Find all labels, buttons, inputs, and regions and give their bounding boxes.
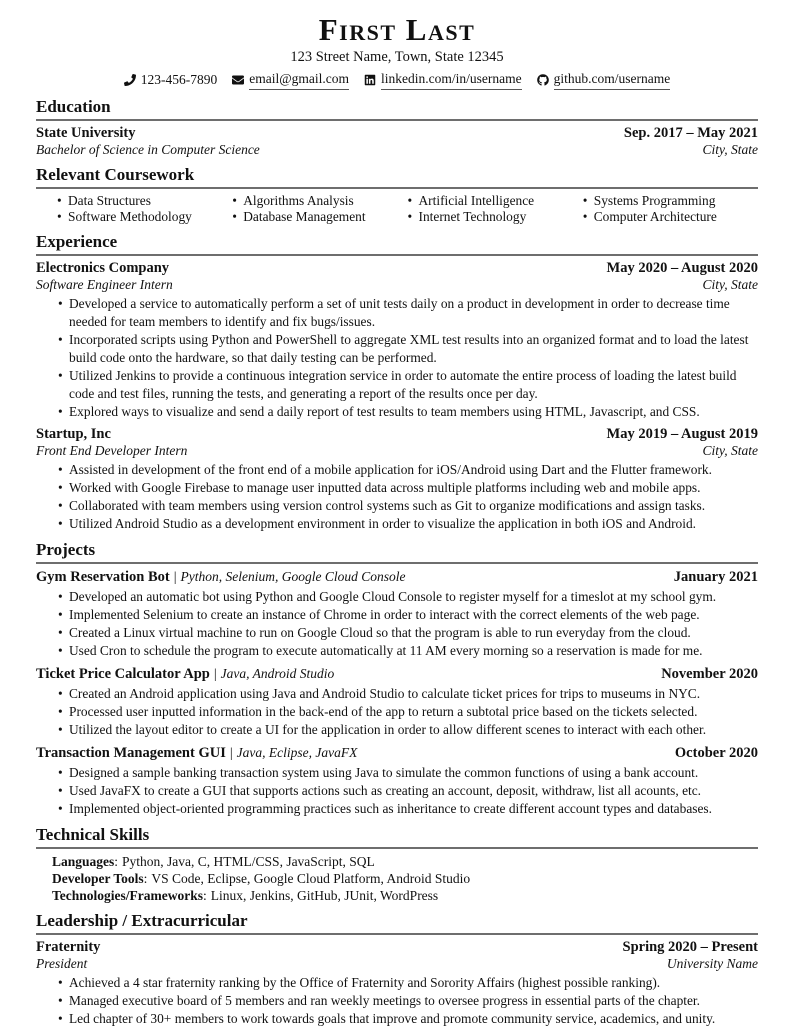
bullet-item: • Developed an automatic bot using Python and Google Cloud Console to register myself for a timeslot at my school gym. bbox=[58, 588, 758, 606]
skill-label: Technologies/Frameworks bbox=[52, 888, 203, 903]
contact-row bbox=[36, 69, 758, 90]
bullet-item: • Used JavaFX to create a GUI that supports actions such as creating an account, deposit, withdraw, list all acounts, etc. bbox=[58, 782, 758, 800]
course-item: • Internet Technology bbox=[408, 209, 583, 225]
bullet-item: • Achieved a 4 star fraternity ranking by the Office of Fraternity and Sorority Affairs (highest possible ranking). bbox=[58, 974, 758, 992]
education-dates: Sep. 2017 – May 2021 bbox=[623, 125, 758, 141]
section-education bbox=[36, 97, 758, 158]
experience-bullets bbox=[36, 461, 758, 533]
envelope-icon bbox=[232, 74, 244, 86]
skill-label: Developer Tools bbox=[52, 871, 144, 886]
skill-row bbox=[52, 853, 758, 870]
bullet-item: • Processed user inputted information in the back-end of the app to return a subtotal price based on the tickets selected. bbox=[58, 703, 758, 721]
project-entry bbox=[36, 744, 758, 818]
github-icon bbox=[537, 74, 549, 86]
experience-entry bbox=[36, 260, 758, 421]
linkedin-icon bbox=[364, 74, 376, 86]
entry-location: City, State bbox=[702, 277, 758, 292]
bullet-item: • Managed executive board of 5 members and ran weekly meetings to oversee progress in essential parts of the chapter. bbox=[58, 992, 758, 1010]
bullet-item: • Utilized Android Studio as a development environment in order to visualize the application in both iOS and Android. bbox=[58, 515, 758, 533]
section-skills bbox=[36, 825, 758, 904]
skills-heading: Technical Skills bbox=[36, 825, 758, 849]
linkedin-link[interactable] bbox=[364, 69, 522, 90]
education-heading: Education bbox=[36, 97, 758, 121]
phone-contact bbox=[124, 70, 218, 90]
project-name: Transaction Management GUI bbox=[36, 745, 226, 761]
bullet-item: • Developed a service to automatically perform a set of unit tests daily on a product in development in order to decrease time needed for team members to identify and fix bugs/issues. bbox=[58, 295, 758, 331]
bullet-item: • Assisted in development of the front end of a mobile application for iOS/Android using Dart and the Flutter framework. bbox=[58, 461, 758, 479]
address-line: 123 Street Name, Town, State 12345 bbox=[290, 49, 504, 65]
pipe-separator: | bbox=[213, 667, 217, 682]
company-name: Electronics Company bbox=[36, 260, 170, 276]
course-item: • Database Management bbox=[232, 209, 407, 225]
course-item: • Data Structures bbox=[57, 193, 232, 209]
section-leadership bbox=[36, 911, 758, 1028]
experience-heading: Experience bbox=[36, 232, 758, 256]
pipe-separator: | bbox=[173, 570, 177, 585]
project-date: October 2020 bbox=[674, 745, 758, 761]
project-entry bbox=[36, 568, 758, 660]
github-link[interactable] bbox=[537, 69, 671, 90]
bullet-item: • Incorporated scripts using Python and PowerShell to aggregate XML test results into an organized format and to load the latest build code onto the hardware, so that daily testing can be performed. bbox=[58, 331, 758, 367]
linkedin-handle: linkedin.com/in/username bbox=[381, 69, 522, 90]
colon-separator: : bbox=[114, 854, 119, 869]
person-name: First Last bbox=[318, 12, 476, 47]
coursework-grid bbox=[36, 193, 758, 225]
school-name: State University bbox=[36, 125, 136, 141]
email-link[interactable] bbox=[232, 69, 349, 90]
role-title: President bbox=[36, 956, 88, 971]
bullet-item: • Created an Android application using Java and Android Studio to calculate ticket prices for trips to museums in NYC. bbox=[58, 685, 758, 703]
bullet-item: • Utilized Jenkins to provide a continuous integration service in order to automate the entire process of loading the latest build code and test files, running the tests, and generating a report of the results once per day. bbox=[58, 367, 758, 403]
email-address: email@gmail.com bbox=[249, 69, 349, 90]
education-location: City, State bbox=[702, 142, 758, 157]
course-item: • Software Methodology bbox=[57, 209, 232, 225]
skill-row bbox=[52, 887, 758, 904]
course-item: • Computer Architecture bbox=[583, 209, 758, 225]
bullet-item: • Worked with Google Firebase to manage user inputted data across multiple platforms including web and mobile apps. bbox=[58, 479, 758, 497]
company-name: Startup, Inc bbox=[36, 426, 111, 442]
section-projects bbox=[36, 540, 758, 818]
colon-separator: : bbox=[203, 888, 207, 903]
bullet-item: • Utilized the layout editor to create a UI for the application in order to allow different scenes to interact with each other. bbox=[58, 721, 758, 739]
education-entry bbox=[36, 125, 758, 158]
project-tech: Java, Eclipse, JavaFX bbox=[236, 745, 358, 760]
org-name: Fraternity bbox=[36, 939, 101, 955]
pipe-separator: | bbox=[229, 746, 233, 761]
role-title: Software Engineer Intern bbox=[36, 277, 173, 292]
course-item: • Algorithms Analysis bbox=[232, 193, 407, 209]
skill-values: Python, Java, C, HTML/CSS, JavaScript, SQL bbox=[122, 854, 375, 869]
resume-header bbox=[36, 12, 758, 90]
role-title: Front End Developer Intern bbox=[36, 443, 188, 458]
skill-values: Linux, Jenkins, GitHub, JUnit, WordPress bbox=[210, 888, 439, 903]
project-bullets bbox=[36, 588, 758, 660]
project-name: Gym Reservation Bot bbox=[36, 569, 170, 585]
experience-entry bbox=[36, 426, 758, 533]
project-tech: Java, Android Studio bbox=[220, 666, 335, 681]
entry-location: City, State bbox=[702, 443, 758, 458]
phone-icon bbox=[124, 74, 136, 86]
experience-dates: May 2020 – August 2020 bbox=[606, 260, 758, 276]
project-entry bbox=[36, 665, 758, 739]
colon-separator: : bbox=[143, 871, 148, 886]
bullet-item: • Led chapter of 30+ members to work towards goals that improve and promote community service, academics, and unity. bbox=[58, 1010, 758, 1028]
skill-row bbox=[52, 870, 758, 887]
bullet-item: • Explored ways to visualize and send a daily report of test results to team members using HTML, Javascript, and CSS. bbox=[58, 403, 758, 421]
bullet-item: • Collaborated with team members using version control systems such as Git to organize modifications and assign tasks. bbox=[58, 497, 758, 515]
project-bullets bbox=[36, 764, 758, 818]
skills-list bbox=[36, 853, 758, 904]
entry-location: University Name bbox=[666, 956, 758, 971]
skill-label: Languages bbox=[52, 854, 115, 869]
degree: Bachelor of Science in Computer Science bbox=[36, 142, 260, 157]
section-experience bbox=[36, 232, 758, 533]
section-coursework bbox=[36, 165, 758, 225]
course-item: • Artificial Intelligence bbox=[408, 193, 583, 209]
leadership-heading: Leadership / Extracurricular bbox=[36, 911, 758, 935]
coursework-heading: Relevant Coursework bbox=[36, 165, 758, 189]
bullet-item: • Used Cron to schedule the program to execute automatically at 11 AM every morning so a reservation is made for me. bbox=[58, 642, 758, 660]
phone-number: 123-456-7890 bbox=[140, 71, 218, 87]
bullet-item: • Implemented object-oriented programming practices such as inheritance to create different account types and databases. bbox=[58, 800, 758, 818]
bullet-item: • Implemented Selenium to create an instance of Chrome in order to interact with the correct elements of the web page. bbox=[58, 606, 758, 624]
bullet-item: • Created a Linux virtual machine to run on Google Cloud so that the program is able to run everyday from the cloud. bbox=[58, 624, 758, 642]
leadership-dates: Spring 2020 – Present bbox=[622, 939, 758, 955]
leadership-entry bbox=[36, 939, 758, 1028]
project-bullets bbox=[36, 685, 758, 739]
leadership-bullets bbox=[36, 974, 758, 1028]
skill-values: VS Code, Eclipse, Google Cloud Platform, Android Studio bbox=[151, 871, 471, 886]
project-date: January 2021 bbox=[673, 569, 758, 585]
project-name: Ticket Price Calculator App bbox=[36, 666, 210, 682]
experience-bullets bbox=[36, 295, 758, 421]
experience-dates: May 2019 – August 2019 bbox=[606, 426, 758, 442]
github-handle: github.com/username bbox=[554, 69, 671, 90]
project-tech: Python, Selenium, Google Cloud Console bbox=[180, 569, 406, 584]
bullet-item: • Designed a sample banking transaction system using Java to simulate the common functions of using a bank account. bbox=[58, 764, 758, 782]
course-item: • Systems Programming bbox=[583, 193, 758, 209]
projects-heading: Projects bbox=[36, 540, 758, 564]
project-date: November 2020 bbox=[661, 666, 758, 682]
